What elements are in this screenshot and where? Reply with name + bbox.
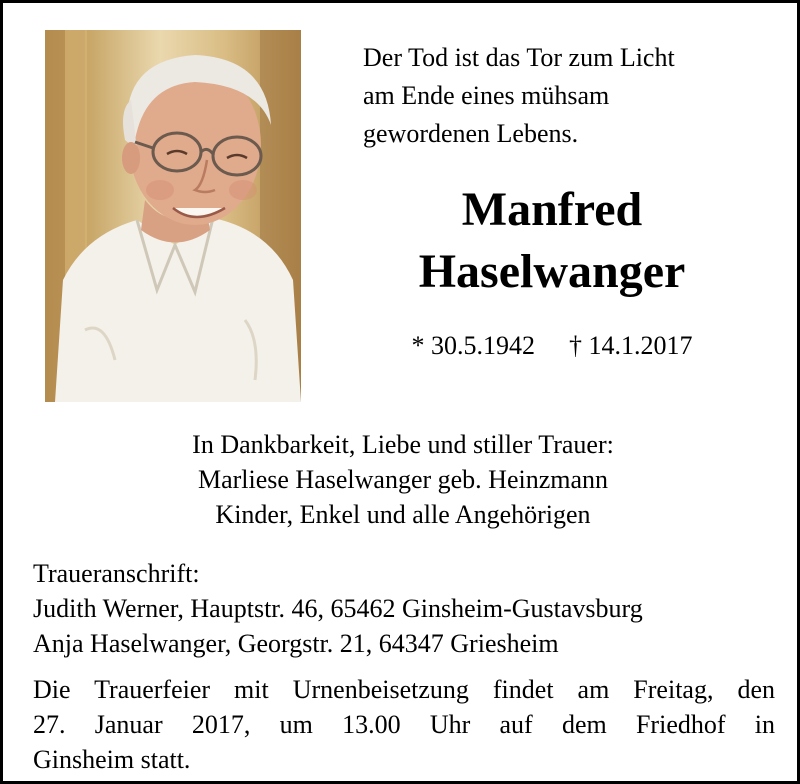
- deceased-first-name: Manfred: [461, 183, 643, 236]
- ceremony-line: 27. Januar 2017, um 13.00 Uhr auf dem Friedhof in: [33, 710, 775, 739]
- address-label: Traueranschrift:: [33, 559, 200, 588]
- memorial-quote: [363, 39, 675, 153]
- mourners-block: [3, 427, 800, 532]
- address-entry: Judith Werner, Hauptstr. 46, 65462 Ginsheim-Gustavsburg: [33, 594, 643, 623]
- ceremony-line: Ginsheim statt.: [33, 745, 191, 774]
- mourners-line: Marliese Haselwanger geb. Heinzmann: [197, 465, 609, 494]
- deceased-name: [323, 179, 781, 303]
- mourning-address: [33, 556, 778, 661]
- portrait-photo: [45, 30, 301, 402]
- quote-line: gewordenen Lebens.: [363, 119, 579, 148]
- ceremony-line: Die Trauerfeier mit Urnenbeisetzung findet am Freitag, den: [33, 675, 775, 704]
- portrait-illustration: [45, 30, 301, 402]
- mourners-line: In Dankbarkeit, Liebe und stiller Trauer:: [192, 430, 614, 459]
- ceremony-info: [33, 672, 775, 777]
- address-entry: Anja Haselwanger, Georgstr. 21, 64347 Griesheim: [33, 629, 559, 658]
- quote-line: Der Tod ist das Tor zum Licht: [363, 43, 675, 72]
- birth-date: * 30.5.1942: [411, 331, 535, 360]
- mourners-line: Kinder, Enkel und alle Angehörigen: [215, 500, 591, 529]
- life-dates: [323, 328, 781, 364]
- deceased-last-name: Haselwanger: [418, 245, 686, 298]
- quote-line: am Ende eines mühsam: [363, 81, 610, 110]
- death-date: † 14.1.2017: [569, 331, 693, 360]
